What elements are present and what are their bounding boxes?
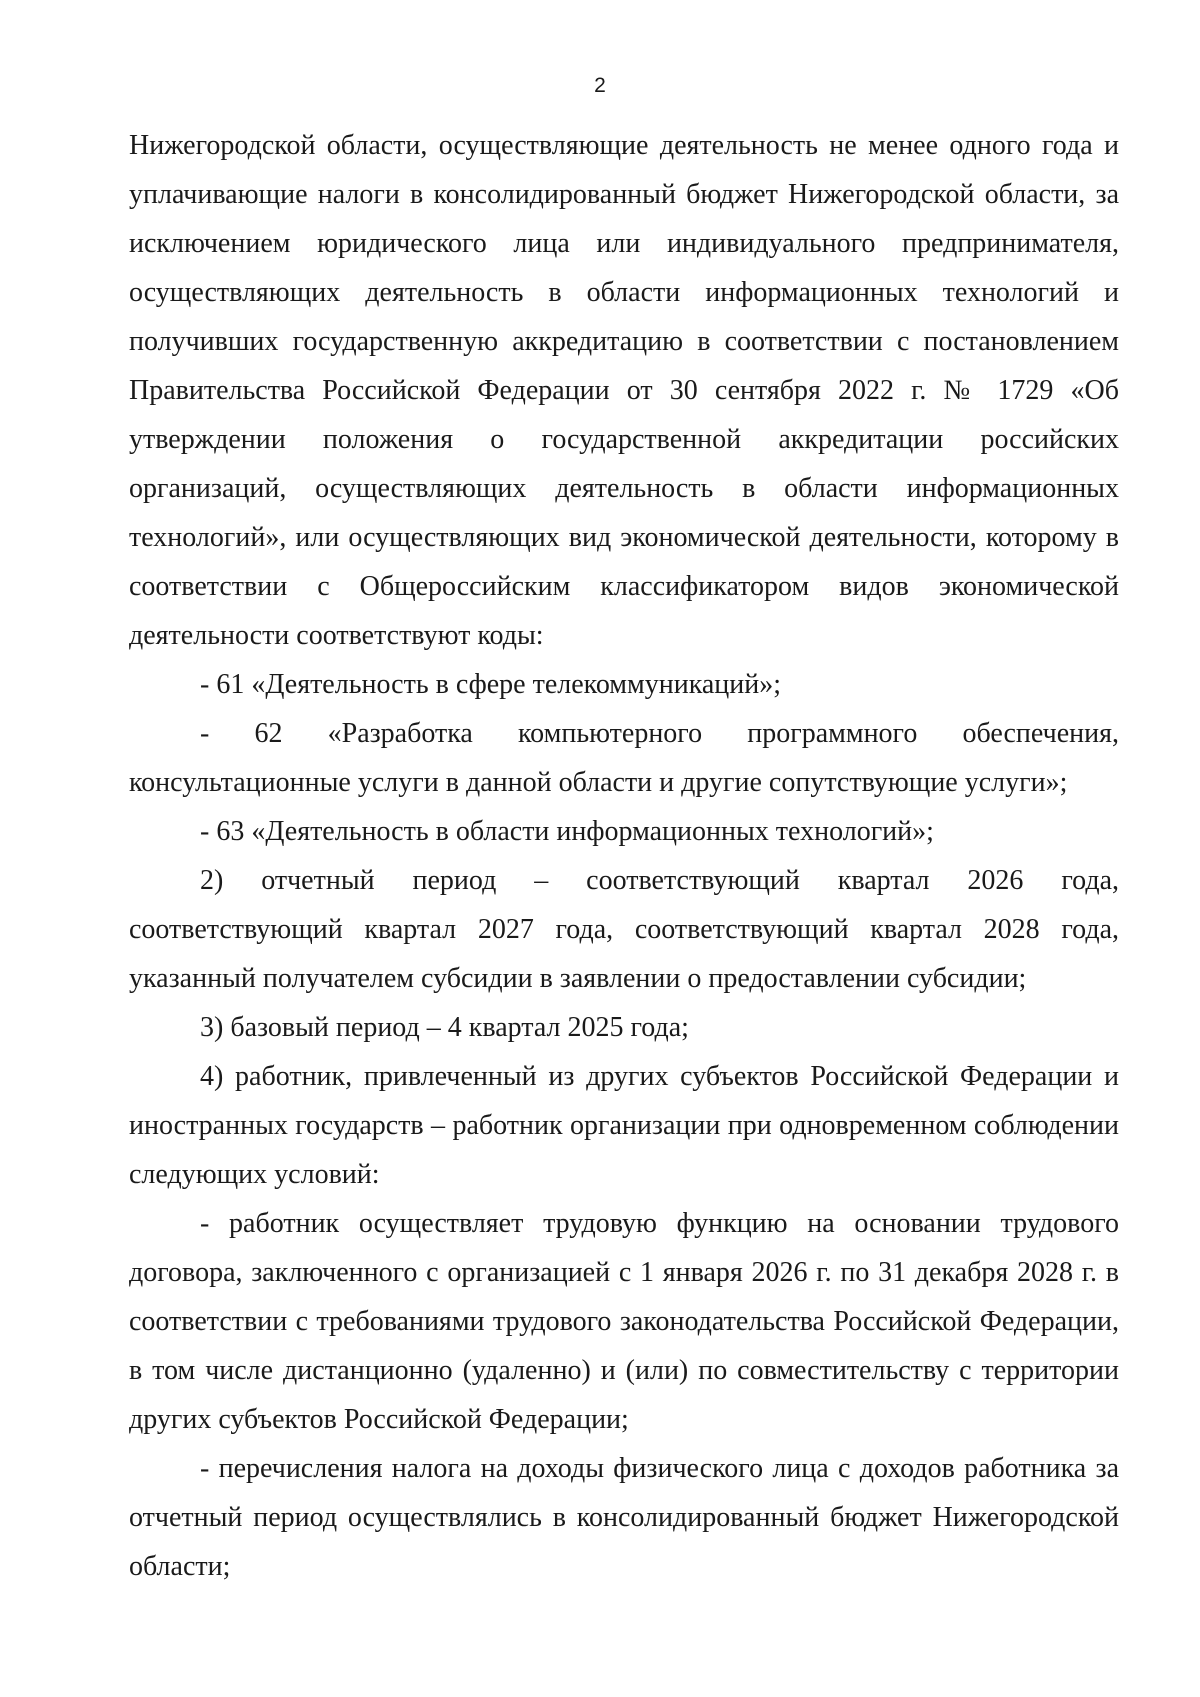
paragraph-attracted-worker: 4) работник, привлеченный из других субъектов Российской Федерации и иностранных государств – работник организации при одновременном соблюдении следующих условий: [129, 1061, 1119, 1190]
list-item-code-61: - 61 «Деятельность в сфере телекоммуникаций»; [200, 669, 782, 700]
paragraph-reporting-period: 2) отчетный период – соответствующий квартал 2026 года, соответствующий квартал 2027 года, соответствующий квартал 2028 года, указанный получателем субсидии в заявлении о предоставлении субсидии; [129, 865, 1119, 994]
list-item-code-63: - 63 «Деятельность в области информационных технологий»; [200, 816, 934, 847]
page-number: 2 [594, 74, 606, 97]
paragraph-continuation: Нижегородской области, осуществляющие деятельность не менее одного года и уплачивающие налоги в консолидированный бюджет Нижегородской области, за исключением юридического лица или индивидуального предпринимателя, осуществляющих деятельность в области информационных технологий и получивших государственную аккредитацию в соответствии с постановлением Правительства Российской Федерации от 30 сентября 2022 г. № 1729 «Об утверждении положения о государственной аккредитации российских организаций, осуществляющих деятельность в области информационных технологий», или осуществляющих вид экономической деятельности, которому в соответствии с Общероссийским классификатором видов экономической деятельности соответствуют коды: [129, 130, 1119, 651]
list-item-code-62: - 62 «Разработка компьютерного программного обеспечения, консультационные услуги в данной области и другие сопутствующие услуги»; [129, 718, 1119, 798]
list-item-employment-contract: - работник осуществляет трудовую функцию на основании трудового договора, заключенного с организацией с 1 января 2026 г. по 31 декабря 2028 г. в соответствии с требованиями трудового законодательства Российской Федерации, в том числе дистанционно (удаленно) и (или) по совместительству с территории других субъектов Российской Федерации; [129, 1208, 1119, 1435]
document-body [129, 121, 1119, 1591]
list-item-income-tax: - перечисления налога на доходы физического лица с доходов работника за отчетный период осуществлялись в консолидированный бюджет Нижегородской области; [129, 1453, 1119, 1582]
paragraph-base-period: 3) базовый период – 4 квартал 2025 года; [200, 1012, 689, 1043]
